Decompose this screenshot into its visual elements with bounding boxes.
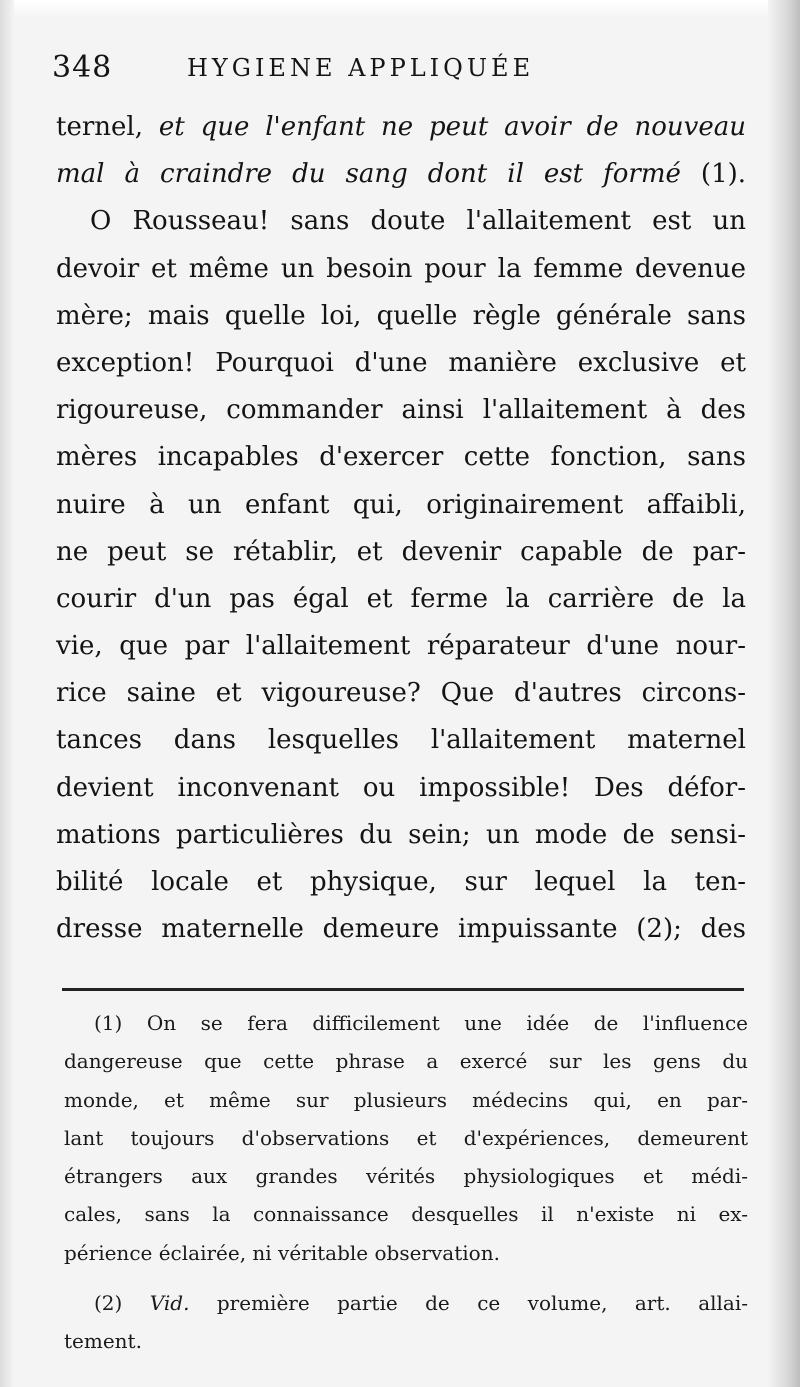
- body-line: nuire à un enfant qui, originairement affaibli,: [56, 489, 746, 520]
- footnote-line: (1) On se fera difficilement une idée de l'influence: [94, 1011, 748, 1035]
- body-line: mal à craindre du sang dont il est formé (1).: [56, 159, 746, 190]
- footnote-gap: [64, 1272, 748, 1284]
- footnotes: [64, 1004, 748, 1361]
- body-line: rice saine et vigoureuse? Que d'autres circons-: [56, 678, 746, 709]
- body-line: mères incapables d'exercer cette fonction, sans: [56, 442, 746, 473]
- body-line: courir d'un pas égal et ferme la carrière de la: [56, 583, 746, 614]
- body-line: devoir et même un besoin pour la femme devenue: [56, 253, 746, 284]
- page-header: [52, 50, 752, 90]
- footnote-line: tement.: [64, 1329, 142, 1354]
- scan-edge-top: [0, 0, 800, 18]
- footnote-line: dangereuse que cette phrase a exercé sur les gens du: [64, 1049, 748, 1074]
- scan-edge-right: [768, 0, 800, 1387]
- body-line: ne peut se rétablir, et devenir capable de par-: [56, 536, 746, 567]
- footnote-line: périence éclairée, ni véritable observation.: [64, 1240, 500, 1265]
- body-line: ternel, et que l'enfant ne peut avoir de nouveau: [56, 112, 746, 142]
- body-line: mère; mais quelle loi, quelle règle générale sans: [56, 300, 746, 331]
- page-number: 348: [52, 50, 113, 85]
- body-line: dresse maternelle demeure impuissante (2); des: [56, 914, 746, 945]
- body-line: vie, que par l'allaitement réparateur d'une nour-: [56, 631, 746, 662]
- body-line: exception! Pourquoi d'une manière exclusive et: [56, 347, 746, 378]
- footnote-line: cales, sans la connaissance desquelles il n'existe ni ex-: [64, 1202, 748, 1227]
- footnote-line: lant toujours d'observations et d'expériences, demeurent: [64, 1125, 748, 1150]
- footnote-line: étrangers aux grandes vérités physiologiques et médi-: [64, 1164, 748, 1189]
- footnote-rule: [62, 988, 744, 991]
- body-text: [56, 104, 746, 953]
- scan-edge-left: [0, 0, 14, 1387]
- body-line: tances dans lesquelles l'allaitement maternel: [56, 725, 746, 756]
- body-line: O Rousseau! sans doute l'allaitement est un: [90, 206, 746, 237]
- footnote-line: (2) Vid. première partie de ce volume, art. allai-: [94, 1291, 748, 1316]
- body-line: bilité locale et physique, sur lequel la ten-: [56, 867, 746, 897]
- body-line: devient inconvenant ou impossible! Des défor-: [56, 772, 746, 803]
- footnote-line: monde, et même sur plusieurs médecins qui, en par-: [64, 1087, 748, 1112]
- body-line: mations particulières du sein; un mode de sensi-: [56, 819, 746, 850]
- running-head: HYGIENE APPLIQUÉE: [187, 54, 535, 82]
- body-line: rigoureuse, commander ainsi l'allaitement à des: [56, 395, 746, 426]
